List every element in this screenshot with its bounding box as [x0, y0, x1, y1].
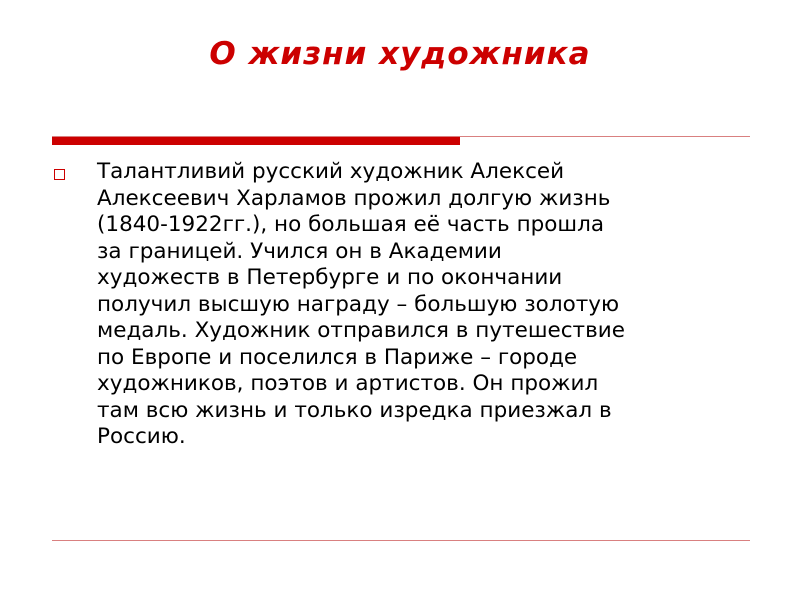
body-line: Россию.: [97, 424, 186, 449]
body-line: там всю жизнь и только изредка приезжал в: [97, 397, 612, 423]
body-line: Талантливий русский художник Алексей: [97, 159, 565, 184]
body-line: за границей. Учился он в Академии: [97, 238, 502, 264]
divider-line-bottom: [52, 540, 750, 541]
body-line: Алексеевич Харламов прожил долгую жизнь: [97, 185, 611, 211]
body-line: получил высшую награду – большую золотую: [97, 291, 620, 317]
square-bullet-icon: [54, 169, 65, 180]
body-line: по Европе и поселился в Париже – городе: [97, 344, 578, 370]
body-line: художеств в Петербурге и по окончании: [97, 265, 563, 290]
accent-bar: [52, 137, 460, 145]
body-line: художников, поэтов и артистов. Он прожил: [97, 371, 599, 396]
body-paragraph: [97, 159, 752, 451]
body-line: (1840-1922гг.), но большая её часть прошла: [97, 212, 605, 237]
slide-title: О жизни художника: [209, 36, 591, 72]
body-line: медаль. Художник отправился в путешествие: [97, 318, 625, 343]
